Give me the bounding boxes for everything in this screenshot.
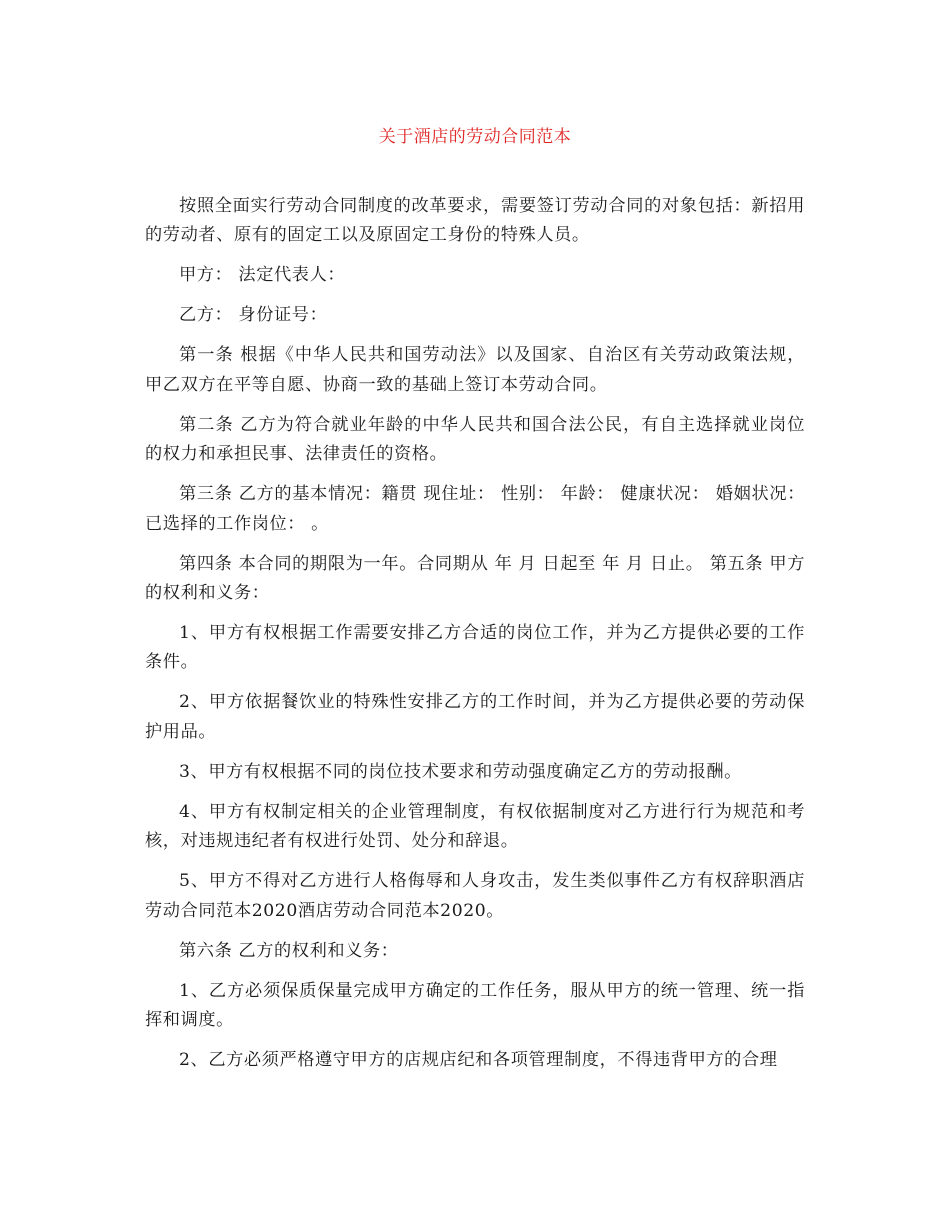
- paragraph-intro: 按照全面实行劳动合同制度的改革要求，需要签订劳动合同的对象包括：新招用的劳动者、原有的固定工以及原固定工身份的特殊人员。: [145, 196, 805, 246]
- document-title: 关于酒店的劳动合同范本: [378, 127, 572, 147]
- paragraph-article-2: 第二条 乙方为符合就业年龄的中华人民共和国合法公民，有自主选择就业岗位的权力和承担民事、法律责任的资格。: [145, 414, 805, 465]
- paragraph-party-a-item-4: 4、甲方有权制定相关的企业管理制度，有权依据制度对乙方进行行为规范和考核，对违规违纪者有权进行处罚、处分和辞退。: [145, 801, 805, 852]
- paragraph-article-1: 第一条 根据《中华人民共和国劳动法》以及国家、自治区有关劳动政策法规，甲乙双方在平等自愿、协商一致的基础上签订本劳动合同。: [145, 345, 805, 395]
- paragraph-party-a-item-3: 3、甲方有权根据不同的岗位技术要求和劳动强度确定乙方的劳动报酬。: [179, 761, 742, 782]
- paragraph-party-b-item-2: 2、乙方必须严格遵守甲方的店规店纪和各项管理制度，不得违背甲方的合理: [179, 1050, 778, 1071]
- paragraph-party-b: 乙方： 身份证号：: [179, 305, 328, 326]
- paragraph-article-4: 第四条 本合同的期限为一年。合同期从 年 月 日起至 年 月 日止。 第五条 甲方的权利和义务：: [145, 553, 805, 604]
- paragraph-party-a-item-5: 5、甲方不得对乙方进行人格侮辱和人身攻击，发生类似事件乙方有权辞职酒店劳动合同范本2020酒店劳动合同范本2020。: [145, 871, 805, 921]
- paragraph-party-a: 甲方： 法定代表人：: [179, 265, 346, 286]
- paragraph-party-a-item-1: 1、甲方有权根据工作需要安排乙方合适的岗位工作，并为乙方提供必要的工作条件。: [145, 623, 805, 673]
- paragraph-party-a-item-2: 2、甲方依据餐饮业的特殊性安排乙方的工作时间，并为乙方提供必要的劳动保护用品。: [145, 692, 805, 742]
- paragraph-article-6: 第六条 乙方的权利和义务：: [179, 940, 399, 961]
- paragraph-party-b-item-1: 1、乙方必须保质保量完成甲方确定的工作任务，服从甲方的统一管理、统一指挥和调度。: [145, 980, 805, 1031]
- paragraph-article-3: 第三条 乙方的基本情况：籍贯 现住址： 性别： 年龄： 健康状况： 婚姻状况： 已选择的工作岗位： 。: [145, 484, 805, 534]
- document-body: [145, 192, 805, 1086]
